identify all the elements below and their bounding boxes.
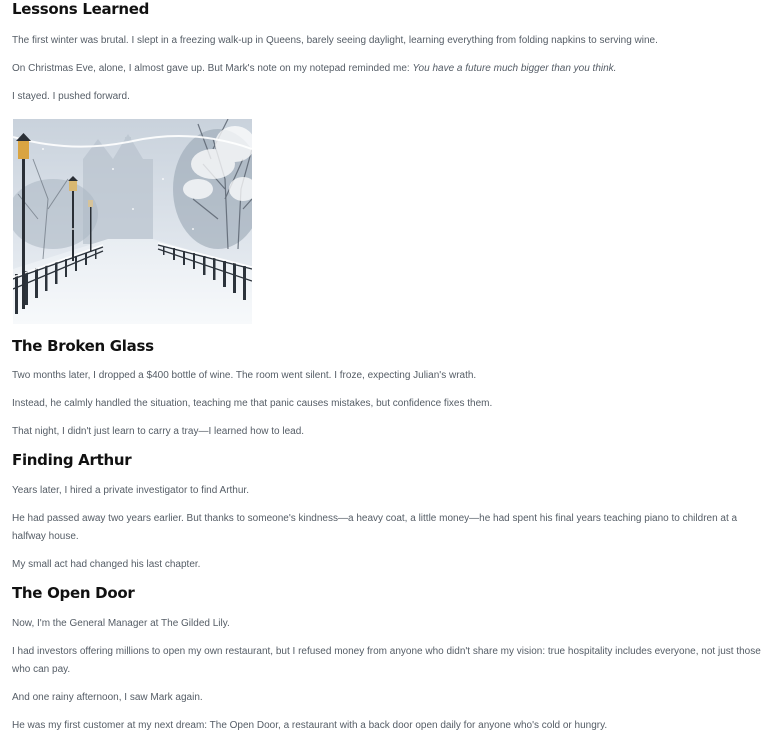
paragraph: The first winter was brutal. I slept in a freezing walk-up in Queens, barely seeing daylight, learning everything from folding napkins to serving wine. [12, 35, 658, 46]
snowy-park-illustration [13, 119, 252, 324]
note-quote: You have a future much bigger than you think. [412, 63, 617, 74]
paragraph: Now, I'm the General Manager at The Gilded Lily. [12, 618, 230, 629]
paragraph: That night, I didn't just learn to carry a tray—I learned how to lead. [12, 426, 305, 437]
snowy-park-photo [13, 119, 252, 324]
heading-broken-glass: The Broken Glass [12, 337, 154, 355]
paragraph: I had investors offering millions to open my own restaurant, but I refused money from anyone who didn't share my vision: true hospitality includes everyone, not just those who can pay. [12, 646, 761, 675]
paragraph: My small act had changed his last chapter. [12, 559, 201, 570]
paragraph-note-text: On Christmas Eve, alone, I almost gave up. But Mark's note on my notepad reminded me: [12, 63, 413, 74]
paragraph: He had passed away two years earlier. But thanks to someone's kindness—a heavy coat, a little money—he had spent his final years teaching piano to children at a halfway house. [12, 513, 738, 542]
heading-finding-arthur: Finding Arthur [12, 451, 132, 469]
paragraph: Years later, I hired a private investigator to find Arthur. [12, 485, 249, 496]
paragraph: Two months later, I dropped a $400 bottle of wine. The room went silent. I froze, expecting Julian's wrath. [12, 370, 477, 381]
paragraph: I stayed. I pushed forward. [12, 91, 130, 102]
paragraph: Instead, he calmly handled the situation, teaching me that panic causes mistakes, but confidence fixes them. [12, 398, 493, 409]
paragraph: And one rainy afternoon, I saw Mark again. [12, 692, 203, 703]
paragraph-note [12, 60, 764, 78]
heading-lessons-learned: Lessons Learned [12, 0, 150, 18]
heading-open-door: The Open Door [12, 584, 135, 602]
paragraph: He was my first customer at my next dream: The Open Door, a restaurant with a back door open daily for anyone who's cold or hungry. [12, 720, 608, 731]
